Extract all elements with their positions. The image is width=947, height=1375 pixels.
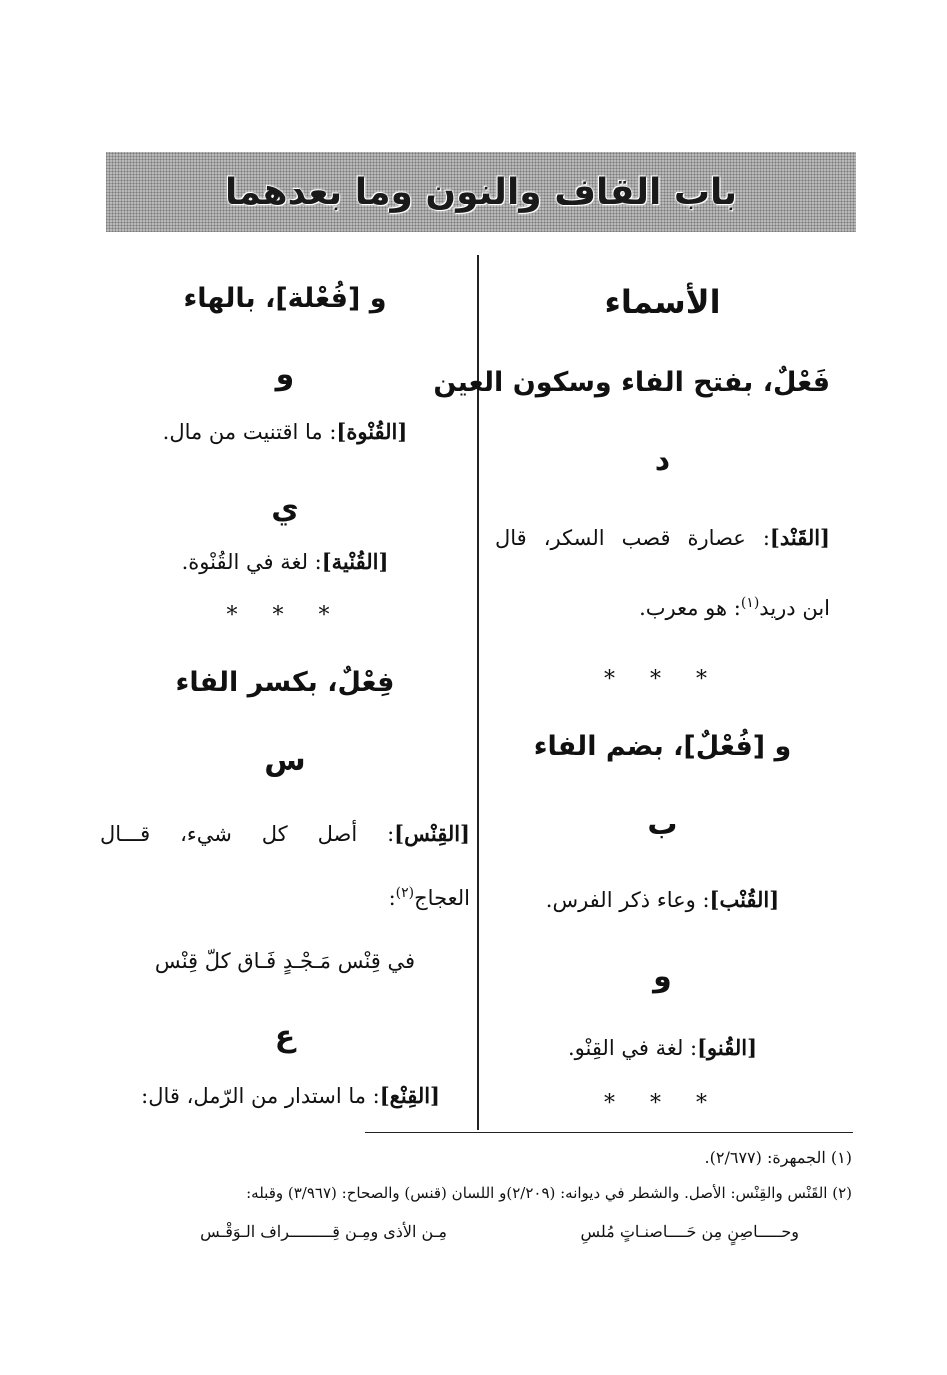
pattern-heading: فَعْلٌ، بفتح الفاء وسكون العين [433,367,830,398]
footnote-verse-first: وحـــــاصِنٍ مِن حَــــاصنـاتٍ مُلسِ [580,1222,799,1241]
entry-qand [495,525,830,550]
letter-heading: ع [274,1019,296,1054]
entry-qunya [100,549,470,574]
entry-qins [100,821,470,846]
entry-headword: [القَنْد] [769,525,830,550]
footnote-ref: (١) [740,595,760,611]
entry-definition: : أصل كل شيء، قـــال [100,822,395,846]
letter-heading: س [264,743,306,778]
footnote-ref: (٢) [395,885,415,901]
entry-definition: : ما استدار من الرّمل، قال: [141,1084,380,1108]
letter-heading: د [654,443,671,478]
separator-stars: * * * [604,667,721,692]
chapter-title: باب القاف والنون وما بعدهما [224,171,738,213]
entry-qand-continued [639,595,830,620]
footnote-verse-second: مِـن الأذى ومِـن قِـــــــــراف الـوَقْـس [200,1222,447,1241]
separator-stars: * * * [604,1091,721,1116]
entry-qins-continued [389,885,470,910]
entry-headword: [القِنْع] [379,1083,440,1108]
entry-headword: [القُنْب] [709,887,780,912]
letter-heading: ي [271,491,299,526]
footnote-rule [365,1132,853,1133]
entry-headword: [القُنو] [697,1035,758,1060]
entry-text: العجاج [414,886,470,910]
pattern-heading: و [فُعْلة]، بالهاء [183,283,387,314]
entry-verse: في قِنْس مَـجْـدٍ فَـاق كلّ قِنْس [154,949,416,973]
pattern-heading: فِعْلٌ، بكسر الفاء [175,667,395,698]
entry-qunw [495,1035,830,1060]
letter-heading: ب [647,807,678,842]
chapter-banner [106,152,856,232]
entry-qunb [495,887,830,912]
entry-definition: : لغة في القِنْو. [567,1036,698,1060]
letter-heading: و [653,959,672,994]
entry-text: : هو معرب. [639,596,741,620]
footnote-1: (١) الجمهرة: (٢/٦٧٧). [704,1148,852,1167]
entry-qin [141,1083,440,1108]
entry-headword: [القُنْوة] [336,419,408,444]
separator-stars: * * * [226,603,344,628]
entry-qunwa [100,419,470,444]
entry-text: ابن دريد [759,596,830,620]
entry-definition: : لغة في القُنْوة. [181,550,322,574]
pattern-heading: و [فُعْلٌ]، بضم الفاء [533,731,792,762]
entry-text: : [388,886,396,910]
entry-definition: : عصارة قصب السكر، قال [495,526,770,550]
entry-definition: : ما اقتنيت من مال. [162,420,337,444]
entry-headword: [القِنْس] [394,821,470,846]
letter-heading: و [275,357,295,392]
entry-definition: : وعاء ذكر الفرس. [545,888,710,912]
footnote-2: (٢) القَنْس والقِنْس: الأصل. والشطر في ديوانه: (٢/٢٠٩)و اللسان (قنس) والصحاح: (٣/٩٦٧) وقبله: [246,1184,852,1202]
entry-headword: [القُنْية] [321,549,389,574]
section-heading: الأسماء [604,283,721,321]
